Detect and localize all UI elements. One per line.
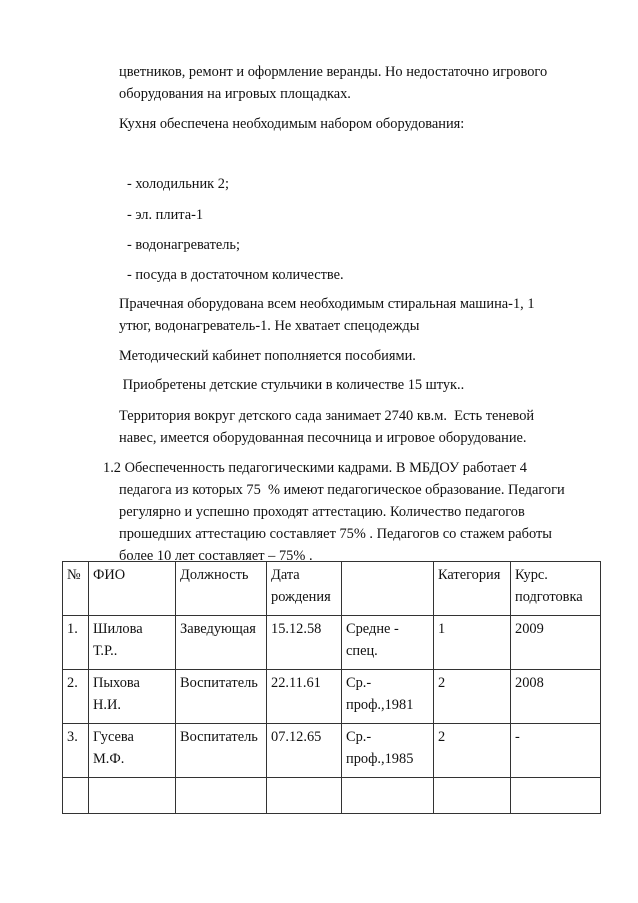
cell-course: - (511, 724, 601, 778)
text-line: цветников, ремонт и оформление веранды. Но недостаточно игрового (119, 64, 548, 80)
method-room-text: Методический кабинет пополняется пособиями. (119, 348, 416, 364)
text-line: прошедших аттестацию составляет 75% . Педагогов со стажем работы (119, 526, 552, 542)
cell-course: 2009 (511, 616, 601, 670)
cell-fio (89, 616, 176, 670)
kitchen-item: - холодильник 2; (127, 176, 229, 192)
text-line: Территория вокруг детского сада занимает 2740 кв.м. Есть теневой (119, 408, 535, 424)
text-line: Прачечная оборудована всем необходимым стиральная машина-1, 1 (119, 296, 535, 312)
staff-table (62, 561, 601, 814)
laundry-paragraph (119, 293, 599, 337)
cell-birth: 22.11.61 (267, 670, 342, 724)
kitchen-item: - эл. плита-1 (127, 207, 204, 223)
cell-fio-surname: Гусева (93, 729, 134, 745)
cell-position: Заведующая (176, 616, 267, 670)
table-row (63, 724, 601, 778)
intro-paragraph (119, 61, 599, 105)
cell-fio-surname: Шилова (93, 621, 143, 637)
table-header-row (63, 562, 601, 616)
staff-paragraph (119, 479, 599, 567)
cell-education-line1: Ср.- (346, 675, 372, 691)
header-birth (267, 562, 342, 616)
cell-fio-initials: Т.Р.. (93, 643, 118, 659)
staff-section-heading: 1.2 Обеспеченность педагогическими кадрами. В МБДОУ работает 4 (103, 460, 528, 476)
cell-num: 2. (63, 670, 89, 724)
header-course-line2: подготовка (515, 589, 583, 605)
text-line: более 10 лет составляет – 75% . (119, 548, 313, 564)
cell-category: 1 (434, 616, 511, 670)
cell-empty (342, 778, 434, 814)
cell-education-line2: проф.,1981 (346, 697, 414, 713)
chairs-text: Приобретены детские стульчики в количестве 15 штук.. (119, 377, 465, 393)
text-line: утюг, водонагреватель-1. Не хватает спецодежды (119, 318, 420, 334)
cell-position: Воспитатель (176, 670, 267, 724)
kitchen-item: - водонагреватель; (127, 237, 240, 253)
cell-empty (267, 778, 342, 814)
text-line: регулярно и успешно проходят аттестацию. Количество педагогов (119, 504, 525, 520)
text-line: навес, имеется оборудованная песочница и игровое оборудование. (119, 430, 527, 446)
cell-num: 1. (63, 616, 89, 670)
cell-category: 2 (434, 724, 511, 778)
header-num: № (63, 562, 89, 616)
cell-empty (63, 778, 89, 814)
cell-fio (89, 724, 176, 778)
cell-fio-initials: М.Ф. (93, 751, 125, 767)
cell-empty (176, 778, 267, 814)
table-row (63, 616, 601, 670)
cell-birth: 07.12.65 (267, 724, 342, 778)
cell-education (342, 616, 434, 670)
header-position: Должность (176, 562, 267, 616)
header-education (342, 562, 434, 616)
cell-education-line2: спец. (346, 643, 378, 659)
header-category: Категория (434, 562, 511, 616)
cell-education-line1: Средне - (346, 621, 399, 637)
cell-empty (89, 778, 176, 814)
table-row-empty (63, 778, 601, 814)
cell-fio-surname: Пыхова (93, 675, 140, 691)
cell-course: 2008 (511, 670, 601, 724)
text-line: педагога из которых 75 % имеют педагогическое образование. Педагоги (119, 482, 565, 498)
table-row (63, 670, 601, 724)
text-line: оборудования на игровых площадках. (119, 86, 351, 102)
cell-education (342, 670, 434, 724)
cell-education (342, 724, 434, 778)
territory-paragraph (119, 405, 599, 449)
cell-fio-initials: Н.И. (93, 697, 121, 713)
kitchen-item: - посуда в достаточном количестве. (127, 267, 344, 283)
cell-education-line2: проф.,1985 (346, 751, 414, 767)
header-course (511, 562, 601, 616)
cell-birth: 15.12.58 (267, 616, 342, 670)
cell-position: Воспитатель (176, 724, 267, 778)
cell-num: 3. (63, 724, 89, 778)
kitchen-intro: Кухня обеспечена необходимым набором оборудования: (119, 116, 465, 132)
header-fio: ФИО (89, 562, 176, 616)
cell-category: 2 (434, 670, 511, 724)
cell-education-line1: Ср.- (346, 729, 372, 745)
header-birth-line2: рождения (271, 589, 331, 605)
header-birth-line1: Дата (271, 567, 300, 583)
cell-empty (434, 778, 511, 814)
cell-empty (511, 778, 601, 814)
header-course-line1: Курс. (515, 567, 548, 583)
cell-fio (89, 670, 176, 724)
